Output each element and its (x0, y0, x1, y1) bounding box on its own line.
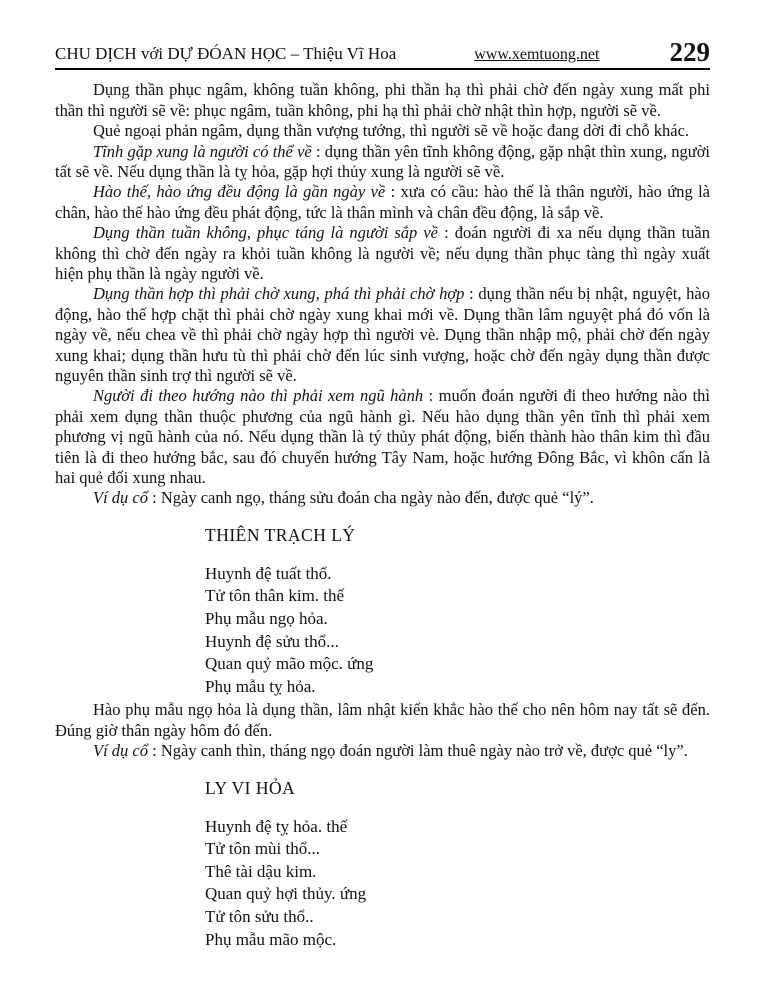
hexagram-line: Thê tài dậu kim. (205, 861, 317, 881)
hexagram-line: Quan quỷ hợi thủy. ứng (205, 884, 367, 904)
paragraph-text: : dụng thần yên tĩnh không động, gặp nhật thìn xung, người tất sẽ về. Nếu dụng thần là tỵ hỏa, gặp hợi thủy xung là người sẽ về. (55, 141, 711, 181)
paragraph-text: : đoán người đi xa nếu dụng thần tuần không thì chờ đến ngày ra khỏi tuần không là người về; nếu dụng thần phục tàng thì ngày xuất hiện phụ thần là ngày người về. (55, 223, 710, 283)
hexagram-line: Huynh đệ tỵ hỏa. thế (205, 816, 348, 836)
book-title: CHU DỊCH với DỰ ĐÓAN HỌC – Thiệu Vĩ Hoa (55, 44, 397, 64)
paragraph-lead: Hào thế, hào ứng đều động là gần ngày về (93, 182, 386, 202)
paragraph-lead: Ví dụ cổ (93, 741, 148, 761)
hexagram-line: Tử tôn mùi thổ... (205, 839, 320, 859)
paragraph-lead: Tĩnh gặp xung là người có thể về (93, 141, 312, 161)
hexagram-title-thien-trach-ly: THIÊN TRẠCH LÝ (205, 524, 356, 545)
paragraph (55, 488, 710, 508)
hexagram-line: Huynh đệ tuất thổ. (205, 563, 332, 583)
hexagram-line: Tử tôn thân kim. thế (205, 586, 345, 606)
hexagram-line: Huynh đệ sửu thổ... (205, 631, 339, 651)
paragraph-text: : muốn đoán người đi theo hướng nào thì phải xem dụng thần thuộc phương của ngũ hành gì. Nếu hào dụng thần yên tĩnh thì phải xem phương vị ngũ hành của nó. Nếu dụng thần là tý thủy phát động, biến thành hào thân kim thì đầu tiên là đi theo hướng bắc, sau đó chuyển hướng Tây Nam, hoặc hướng Đông Bắc, vì khôn cấn là hai quẻ đối xung nhau. (55, 386, 710, 488)
paragraph-text: : dụng thần nếu bị nhật, nguyệt, hào động, hào thế hợp chặt thì phải chờ ngày xung khai mới về. Dụng thần lâm nguyệt phá đó vốn là ngày về, nếu chea về thì phải chờ ngày hợp thì người vè. Dụng thần nhập mộ, phải chờ đến ngày xung khai; dụng thần hưu tù thì phải chờ đến lúc sinh vượng, hoặc chờ đến ngày dụng thần được nguyên thần sinh trợ thì người sẽ về. (55, 284, 711, 385)
hexagram-line: Phụ mẫu mão mộc. (205, 929, 337, 949)
paragraph (55, 121, 710, 141)
paragraph (55, 700, 710, 741)
paragraph-text: : Ngày canh thìn, tháng ngọ đoán người làm thuê ngày nào trở về, được quẻ “ly”. (148, 741, 688, 761)
hexagram-line: Phụ mẫu tỵ hỏa. (205, 676, 316, 696)
body-text-block (55, 700, 710, 761)
paragraph (55, 223, 710, 284)
body-text-block (55, 80, 710, 509)
paragraph (55, 80, 710, 121)
paragraph-text: : Ngày canh ngọ, tháng sửu đoán cha ngày nào đến, được quẻ “lý”. (148, 488, 594, 508)
paragraph (55, 182, 710, 223)
hexagram-lines-ly-vi-hoa (205, 816, 710, 952)
hexagram-title-ly-vi-hoa: LY VI HỎA (205, 777, 296, 798)
hexagram-line: Phụ mẫu ngọ hỏa. (205, 609, 328, 629)
paragraph-text: Hào phụ mẫu ngọ hỏa là dụng thần, lâm nhật kiến khắc hào thế cho nên hôm nay tất sẽ đến. Đúng giờ thân ngày hôm đó đến. (55, 700, 710, 740)
paragraph-text: : xưa có cầu: hào thế là thân người, hào ứng là chân, hào thế hào ứng đều phát động, tức là thân mình và chân đều động, là sắp về. (55, 182, 710, 222)
paragraph (55, 142, 710, 183)
paragraph-lead: Dụng thần hợp thì phải chờ xung, phá thì phải chờ hợp (93, 284, 465, 304)
page-number: 229 (669, 37, 710, 67)
paragraph (55, 386, 710, 488)
paragraph-text: Dụng thần phục ngâm, không tuần không, phi thần hạ thì phải chờ đến ngày xung mất phi thần thì người sẽ về: phục ngâm, tuần không, phi hạ thì phải chờ nhật thìn hợp, người sẽ về. (55, 80, 710, 120)
page-header (55, 37, 710, 70)
paragraph-lead: Người đi theo hướng nào thì phải xem ngũ hành (93, 386, 424, 406)
hexagram-line: Tử tôn sửu thổ.. (205, 906, 314, 926)
hexagram-lines-thien-trach-ly (205, 563, 710, 699)
paragraph-lead: Dụng thần tuần không, phục táng là người sắp về (93, 223, 439, 243)
website-link[interactable]: www.xemtuong.net (474, 46, 600, 64)
paragraph (55, 284, 710, 386)
paragraph (55, 741, 710, 761)
paragraph-lead: Ví dụ cổ (93, 488, 148, 508)
paragraph-text: Quẻ ngoại phản ngâm, dụng thần vượng tướng, thì người sẽ về hoặc đang dời đi chỗ khác. (93, 121, 690, 141)
hexagram-line: Quan quỷ mão mộc. ứng (205, 654, 374, 674)
